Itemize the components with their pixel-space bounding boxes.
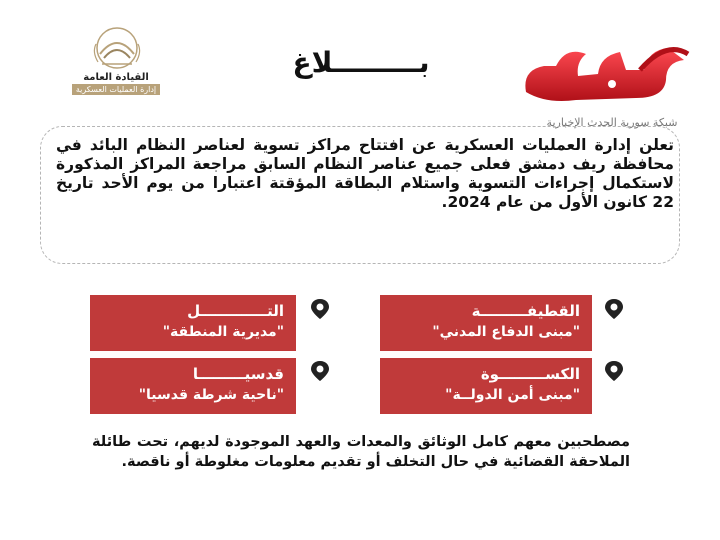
- location-card-qudsaya: [90, 358, 296, 414]
- location-place: "مبنى أمن الدولــة": [445, 387, 580, 403]
- footer-text: مصطحبين معهم كامل الوثائق والمعدات والعهد الموجودة لديهم، تحت طائلة الملاحقة القضائية في حال التخلف أو تقديم معلومات مغلوطة أو ناقصة.: [92, 434, 630, 470]
- location-card-qutayfah: [380, 295, 592, 351]
- location-pin-icon: [310, 298, 330, 320]
- location-name: قدسيـــــــــا: [192, 365, 284, 383]
- location-place: "مبنى الدفاع المدني": [432, 324, 580, 340]
- location-place: "مديرية المنطقة": [162, 324, 284, 340]
- location-name: القطيفـــــــــة: [471, 302, 580, 320]
- org-name: القيادة العامة: [83, 72, 149, 83]
- location-card-tal: [90, 295, 296, 351]
- notice-text: تعلن إدارة العمليات العسكرية عن افتتاح مراكز تسوية لعناصر النظام البائد في محافظة ريف دمشق فعلى جميع عناصر النظام السابق مراجعة المراكز المذكورة لاستكمال إجراءات التسوية واستلام البطاقة المؤقتة اعتبارا من يوم الأحد تاريخ 22 كانون الأول من عام 2024.: [56, 136, 674, 211]
- location-place: "ناحية شرطة قدسيا": [138, 387, 284, 403]
- org-subtitle: إدارة العمليات العسكرية: [72, 84, 160, 95]
- emblem-logo: [88, 24, 146, 76]
- brand-subtitle: شبكة سورية الحدث الإخبارية: [546, 116, 678, 129]
- location-name: التـــــــــــــل: [187, 302, 284, 320]
- location-pin-icon: [604, 360, 624, 382]
- location-pin-icon: [604, 298, 624, 320]
- page-title: بـــــــــلاغ: [292, 46, 430, 79]
- location-card-kiswah: [380, 358, 592, 414]
- location-name: الكســـــــــوة: [480, 365, 580, 383]
- brand-logo: [516, 40, 696, 110]
- location-pin-icon: [310, 360, 330, 382]
